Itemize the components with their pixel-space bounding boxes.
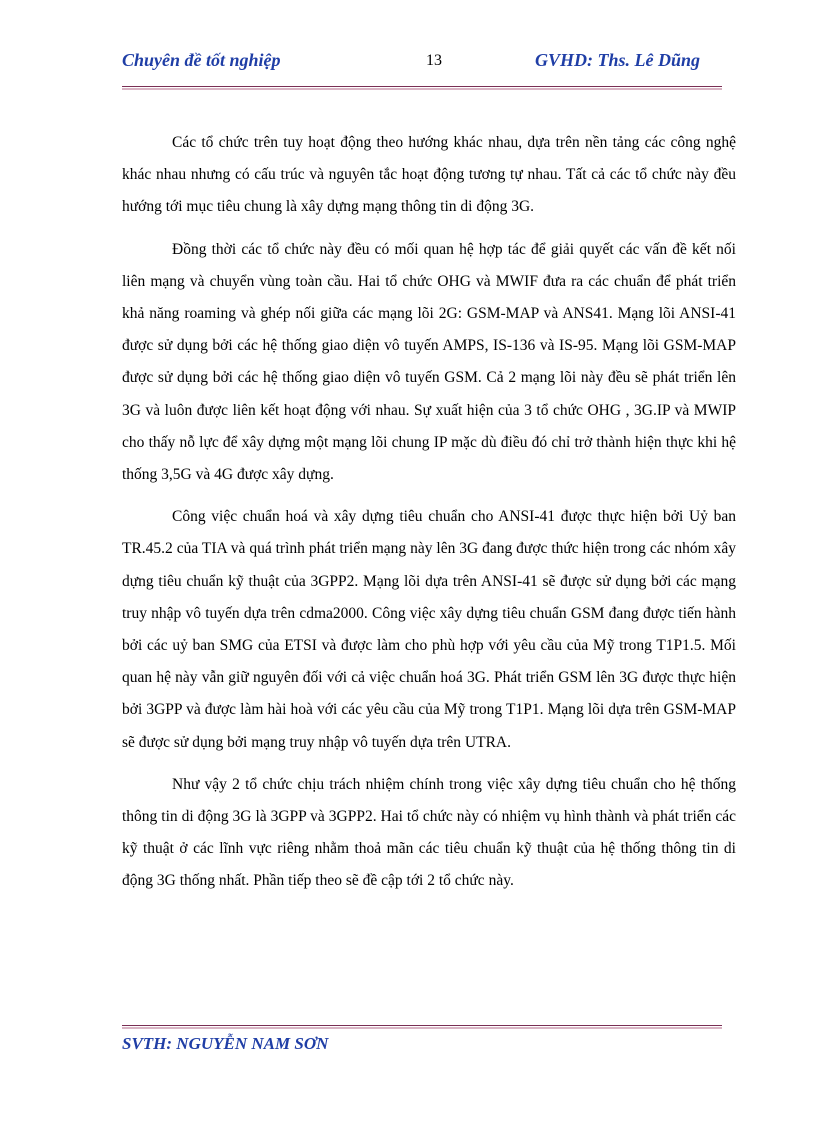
header-divider xyxy=(122,86,722,90)
footer-divider xyxy=(122,1025,722,1029)
document-title: Chuyên đề tốt nghiệp xyxy=(122,50,281,70)
page-header xyxy=(122,50,722,78)
paragraph-3: Công việc chuẩn hoá và xây dựng tiêu chuẩn cho ANSI-41 được thực hiện bởi Uỷ ban TR.45.2 của TIA và quá trình phát triển mạng này lên 3G đang được thức hiện trong các nhóm xây dựng tiêu chuẩn kỹ thuật của 3GPP2. Mạng lõi dựa trên ANSI-41 sẽ được sử dụng bởi các mạng truy nhập vô tuyến dựa trên cdma2000. Công việc xây dựng tiêu chuẩn GSM đang được tiến hành bởi các uỷ ban SMG của ETSI và được làm cho phù hợp với yêu cầu của Mỹ trong T1P1.5. Mối quan hệ này vẫn giữ nguyên đối với cả việc chuẩn hoá 3G. Phát triển GSM lên 3G được thực hiện bởi 3GPP và được làm hài hoà với các yêu cầu của Mỹ trong T1P1. Mạng lõi dựa trên GSM-MAP sẽ được sử dụng bởi mạng truy nhập vô tuyến dựa trên UTRA. xyxy=(122,508,736,751)
paragraph-2: Đồng thời các tổ chức này đều có mối quan hệ hợp tác để giải quyết các vấn đề kết nối liên mạng và chuyển vùng toàn cầu. Hai tổ chức OHG và MWIF đưa ra các chuẩn để phát triển khả năng roaming và ghép nối giữa các mạng lõi 2G: GSM-MAP và ANS41. Mạng lõi ANSI-41 được sử dụng bởi các hệ thống giao diện vô tuyến AMPS, IS-136 và IS-95. Mạng lõi GSM-MAP được sử dụng bởi các hệ thống giao diện vô tuyến GSM. Cả 2 mạng lõi này đều sẽ phát triển lên 3G và luôn được liên kết hoạt động với nhau. Sự xuất hiện của 3 tổ chức OHG , 3G.IP và MWIP cho thấy nỗ lực để xây dựng một mạng lõi chung IP mặc dù điều đó chỉ trở thành hiện thực khi hệ thống 3,5G và 4G được xây dựng. xyxy=(122,240,736,484)
paragraph-1: Các tổ chức trên tuy hoạt động theo hướng khác nhau, dựa trên nền tảng các công nghệ khác nhau nhưng có cấu trúc và nguyên tắc hoạt động tương tự nhau. Tất cả các tổ chức này đều hướng tới mục tiêu chung là xây dựng mạng thông tin di động 3G. xyxy=(122,134,736,216)
page-number: 13 xyxy=(426,52,442,69)
paragraph-4: Như vậy 2 tổ chức chịu trách nhiệm chính trong việc xây dựng tiêu chuẩn cho hệ thống thông tin di động 3G là 3GPP và 3GPP2. Hai tổ chức này có nhiệm vụ hình thành và phát triển các kỹ thuật ở các lĩnh vực riêng nhằm thoả mãn các tiêu chuẩn kỹ thuật của hệ thống thông tin di động 3G thống nhất. Phần tiếp theo sẽ đề cập tới 2 tổ chức này. xyxy=(122,775,736,890)
student-name: SVTH: NGUYỄN NAM SƠN xyxy=(122,1034,329,1053)
advisor-name: GVHD: Ths. Lê Dũng xyxy=(534,50,700,70)
body-text xyxy=(122,127,736,908)
